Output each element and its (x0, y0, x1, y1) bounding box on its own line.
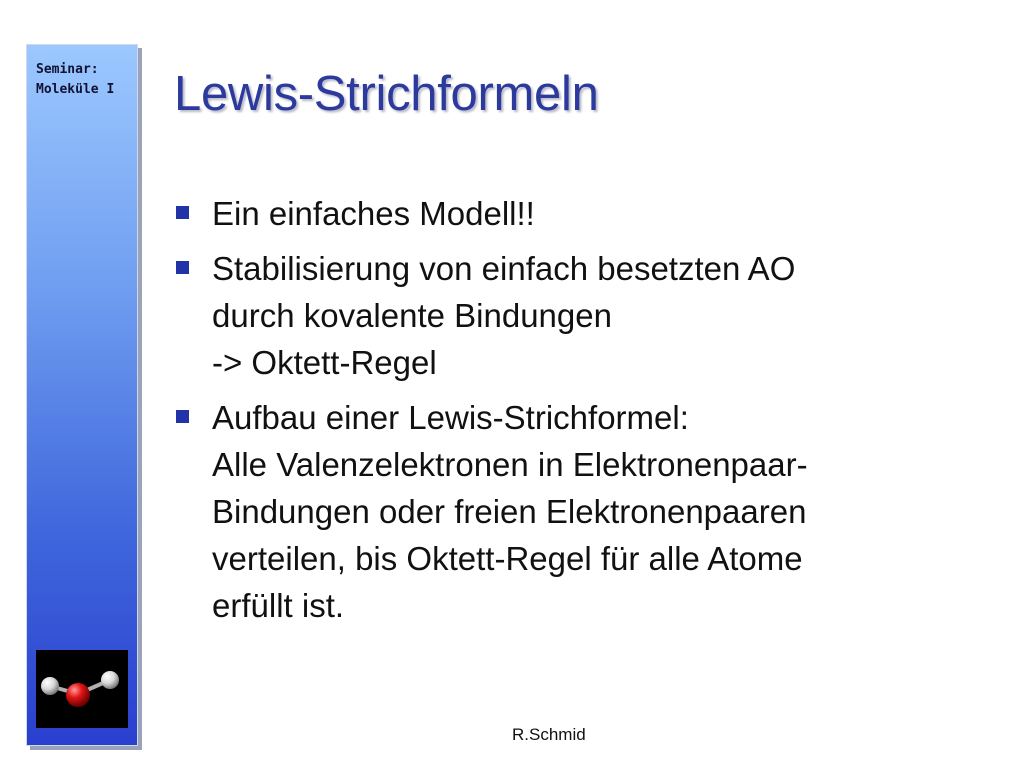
bullet-item (176, 394, 976, 629)
square-bullet-icon (176, 206, 189, 219)
slide-title: Lewis-Strichformeln (174, 67, 599, 121)
bullet-line: erfüllt ist. (212, 587, 345, 624)
bullet-line: Aufbau einer Lewis-Strichformel: (212, 399, 689, 436)
bullet-line: -> Oktett-Regel (212, 344, 437, 381)
bullet-line: Stabilisierung von einfach besetzten AO (212, 250, 796, 287)
seminar-label-line2: Moleküle I (36, 82, 115, 97)
bullet-line: Ein einfaches Modell!! (212, 195, 535, 232)
water-molecule-icon (36, 650, 128, 728)
hydrogen-atom-right (101, 671, 119, 689)
bullet-line: Alle Valenzelektronen in Elektronenpaar- (212, 446, 808, 483)
hydrogen-atom-left (41, 677, 59, 695)
footer-author: R.Schmid (512, 725, 586, 744)
sidebar-bar (26, 44, 138, 746)
seminar-label-line1: Seminar: (36, 62, 99, 77)
bullet-item (176, 245, 976, 386)
bullet-list (176, 190, 976, 637)
bullet-item (176, 190, 976, 237)
square-bullet-icon (176, 410, 189, 423)
seminar-label (36, 60, 114, 100)
bullet-line: verteilen, bis Oktett-Regel für alle Atome (212, 540, 803, 577)
square-bullet-icon (176, 261, 189, 274)
bullet-line: durch kovalente Bindungen (212, 297, 612, 334)
bullet-line: Bindungen oder freien Elektronenpaaren (212, 493, 807, 530)
oxygen-atom (66, 683, 90, 707)
